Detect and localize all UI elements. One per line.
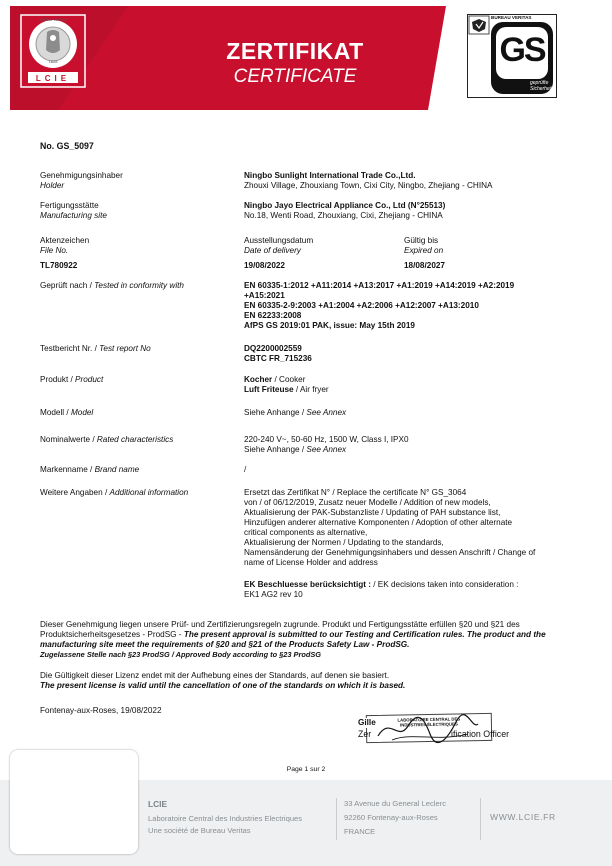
footer-blank-box — [10, 750, 138, 854]
standard-line: EN 60335-2-9:2003 +A1:2004 +A2:2006 +A12:2007 +A13:2010 — [244, 301, 479, 310]
additional-line: Namensänderung der Genehmigungsinhabers und dessen Anschrift / Change of — [244, 548, 536, 557]
footer-website-link[interactable]: WWW.LCIE.FR — [490, 812, 556, 822]
stamp-line-1: LABORATOIRE CENTRAL DES — [397, 716, 461, 723]
report-label-en: Test report No — [99, 344, 151, 353]
tested-label — [40, 281, 184, 291]
issue-label-de: Ausstellungsdatum — [244, 236, 314, 245]
additional-line: Hinzufügen anderer alternative Komponenten / Adoption of other alternate — [244, 518, 513, 527]
model-value — [244, 408, 346, 418]
file-label-de: Aktenzeichen — [40, 236, 90, 245]
product-type-en: / Air fryer — [293, 385, 329, 394]
additional-line: Aktualisierung der Normen / Updating to the standards, — [244, 538, 444, 547]
stamp-line-2: INDUSTRIES ÉLECTRIQUES — [400, 721, 458, 728]
product-name-en: / Cooker — [272, 375, 306, 384]
signatory-name: Gille — [358, 718, 376, 727]
approval-line-3: manufacturing site meet the requirements of §20 and §21 of the Products Safety Law - ProdSG. — [40, 640, 410, 649]
tested-label-de: Geprüft nach / — [40, 281, 95, 290]
product-line-1 — [244, 375, 305, 385]
gs-caption-1: geprüfte — [530, 80, 549, 86]
valid-label-de: Gültig bis — [404, 236, 439, 245]
rated-annex-de: Siehe Anhange / — [244, 445, 307, 454]
brand-value: / — [244, 465, 247, 474]
valid-label-en: Expired on — [404, 246, 444, 255]
footer-org: LCIE — [148, 799, 168, 809]
model-value-de: Siehe Anhange / — [244, 408, 307, 417]
footer-address-line-1: 33 Avenue du General Leclerc — [344, 799, 447, 808]
additional-label — [40, 488, 188, 498]
model-label-de: Modell / — [40, 408, 71, 417]
additional-line: name of License Holder and address — [244, 558, 378, 567]
file-label-en: File No. — [40, 246, 69, 255]
holder-label-de: Genehmigungsinhaber — [40, 171, 123, 180]
site-name: Ningbo Jayo Electrical Appliance Co., Ltd (N°25513) — [244, 201, 446, 210]
brand-label-de: Markenname / — [40, 465, 95, 474]
site-label-de: Fertigungsstätte — [40, 201, 99, 210]
lcie-logo-text: LCIE — [35, 74, 71, 83]
approval-line-2 — [40, 630, 546, 640]
holder-label-en: Holder — [40, 181, 65, 190]
standard-line: +A15:2021 — [244, 291, 285, 300]
signatory-title-start: Zer — [358, 729, 372, 739]
holder-name: Ningbo Sunlight International Trade Co.,Ltd. — [244, 171, 416, 180]
ek-value: EK1 AG2 rev 10 — [244, 590, 303, 599]
gs-caption-2: Sicherheit — [530, 86, 553, 92]
validity-line-en: The present license is valid until the cancellation of one of the standards on which it is based. — [40, 681, 406, 690]
approval-line-1: Dieser Genehmigung liegen unsere Prüf- und Zertifizierungsregeln zugrunde. Produkt und Fertigungsstätte erfüllen §20 und §21 des — [40, 620, 520, 629]
rated-label-de: Nominalwerte / — [40, 435, 97, 444]
additional-label-en: Additional information — [109, 488, 189, 497]
certificate-subtitle: CERTIFICATE — [233, 66, 357, 87]
footer-address-line-2: 92260 Fontenay-aux-Roses — [344, 813, 438, 822]
report-label-de: Testbericht Nr. / — [40, 344, 100, 353]
additional-line: Aktualisierung der PAK-Substanzliste / Updating of PAH substance list, — [244, 508, 501, 517]
additional-line: critical components as alternative, — [244, 528, 368, 537]
bv-top-text: BUREAU VERITAS — [491, 15, 532, 20]
additional-line: Ersetzt das Zertifikat N° / Replace the certificate N° GS_3064 — [244, 488, 467, 497]
rated-annex — [244, 445, 346, 455]
brand-label-en: Brand name — [94, 465, 140, 474]
tested-label-en: Tested in conformity with — [94, 281, 184, 290]
model-label — [40, 408, 93, 418]
certificate-title: ZERTIFIKAT — [226, 38, 364, 64]
product-label — [40, 375, 103, 385]
approved-body-line: Zugelassene Stelle nach §23 ProdSG / Approved Body according to §23 ProdSG — [40, 650, 322, 659]
file-number: TL780922 — [40, 261, 78, 270]
valid-date: 18/08/2027 — [404, 261, 445, 270]
site-label-en: Manufacturing site — [40, 211, 107, 220]
site-address: No.18, Wenti Road, Zhouxiang, Cixi, Zhejiang - CHINA — [244, 211, 443, 220]
rated-annex-en: See Annex — [306, 445, 347, 454]
approval-line-2-de: Produktsicherheitsgesetzes - ProdSG - — [40, 630, 184, 639]
product-name-de: Kocher — [244, 375, 273, 384]
rated-values: 220-240 V~, 50-60 Hz, 1500 W, Class I, IPX0 — [244, 435, 409, 444]
gs-mark: GS — [499, 31, 545, 69]
standard-line: EN 62233:2008 — [244, 311, 302, 320]
standard-line: AfPS GS 2019:01 PAK, issue: May 15th 2019 — [244, 321, 415, 330]
signatory-title-end: ification Officer — [451, 729, 510, 739]
holder-address: Zhouxi Village, Zhouxiang Town, Cixi City, Ningbo, Zhejiang - CHINA — [244, 181, 493, 190]
page-number: Page 1 sur 2 — [286, 766, 326, 773]
rated-label — [40, 435, 173, 445]
report-number: CBTC FR_715236 — [244, 354, 312, 363]
rated-label-en: Rated characteristics — [96, 435, 174, 444]
footer-divider — [480, 798, 481, 840]
additional-label-de: Weitere Angaben / — [40, 488, 110, 497]
footer-divider — [336, 798, 337, 840]
footer-org-line-1: Laboratoire Central des Industries Electriques — [148, 814, 303, 823]
product-type-de: Luft Friteuse — [244, 385, 294, 394]
product-line-2 — [244, 385, 329, 395]
model-value-en: See Annex — [306, 408, 347, 417]
ek-label-de: EK Beschluesse berücksichtigt : — [244, 580, 374, 589]
lcie-logo-year: 1828 — [48, 59, 58, 64]
standard-line: EN 60335-1:2012 +A11:2014 +A13:2017 +A1:2019 +A14:2019 +A2:2019 — [244, 281, 515, 290]
ek-label-en: / EK decisions taken into consideration : — [373, 580, 519, 589]
ek-decisions — [244, 580, 518, 590]
place-date: Fontenay-aux-Roses, 19/08/2022 — [40, 706, 162, 715]
footer-org-line-2: Une société de Bureau Veritas — [148, 826, 251, 835]
brand-label — [40, 465, 139, 475]
lcie-logo-ring-text: BUREAU VERITAS — [39, 18, 67, 22]
additional-line: von / of 06/12/2019, Zusatz neuer Modelle / Addition of new models, — [244, 498, 491, 507]
footer-address-line-3: FRANCE — [344, 827, 376, 836]
approval-line-2-en: The present approval is submitted to our Testing and Certification rules. The product and the — [183, 630, 546, 639]
product-label-de: Produkt / — [40, 375, 76, 384]
report-label — [40, 344, 151, 354]
product-label-en: Product — [75, 375, 104, 384]
issue-label-en: Date of delivery — [244, 246, 301, 255]
certificate-number: No. GS_5097 — [40, 141, 94, 151]
report-number: DQ2200002559 — [244, 344, 302, 353]
issue-date: 19/08/2022 — [244, 261, 285, 270]
model-label-en: Model — [70, 408, 94, 417]
validity-line-de: Die Gültigkeit dieser Lizenz endet mit der Aufhebung eines der Standards, auf denen sie basiert. — [40, 671, 390, 680]
